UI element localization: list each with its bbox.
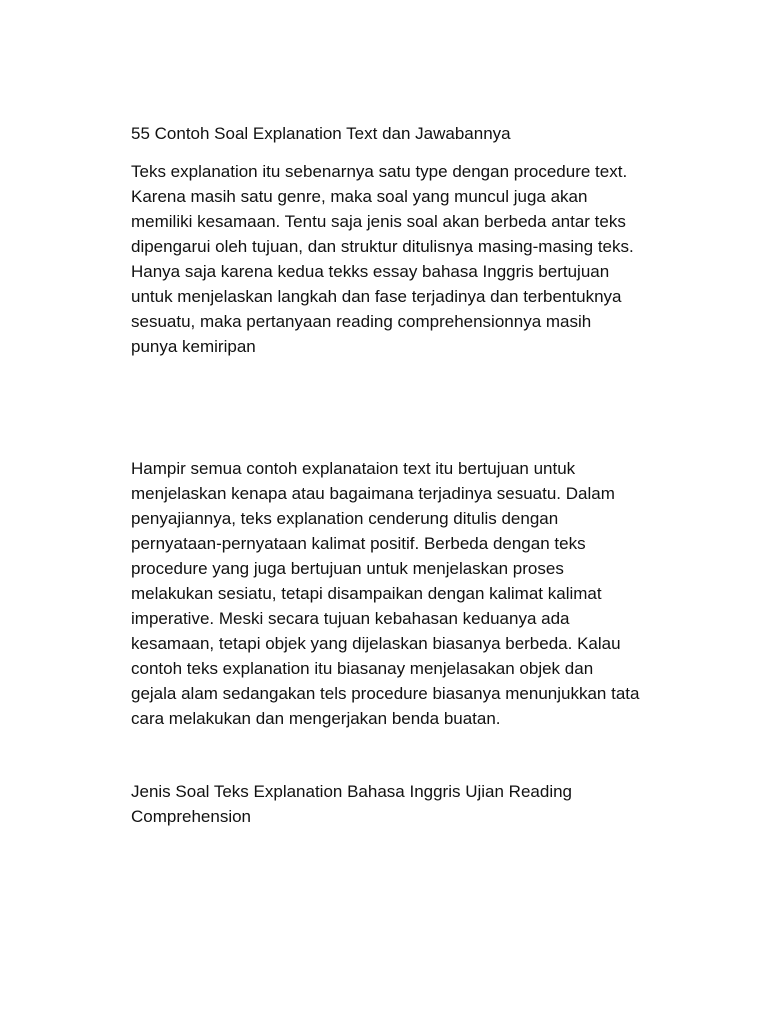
paragraph-explanation: Hampir semua contoh explanataion text itu bertujuan untuk menjelaskan kenapa atau bagaimana terjadinya sesuatu. Dalam penyajiannya, teks explanation cenderung ditulis dengan pernyataan-pernyataan kalimat positif. Berbeda dengan teks procedure yang juga bertujuan untuk menjelaskan proses melakukan sesiatu, tetapi disampaikan dengan kalimat kalimat imperative. Meski secara tujuan kebahasan keduanya ada kesamaan, tetapi objek yang dijelaskan biasanya berbeda. Kalau contoh teks explanation itu biasanay menjelasakan objek dan gejala alam sedangakan tels procedure biasanya menunjukkan tata cara melakukan dan mengerjakan benda buatan. — [131, 459, 640, 728]
document-title: 55 Contoh Soal Explanation Text dan Jawabannya — [131, 124, 511, 143]
section-heading: Jenis Soal Teks Explanation Bahasa Inggris Ujian Reading Comprehension — [131, 782, 573, 826]
paragraph-intro: Teks explanation itu sebenarnya satu type dengan procedure text. Karena masih satu genre, maka soal yang muncul juga akan memiliki kesamaan. Tentu saja jenis soal akan berbeda antar teks dipengarui oleh tujuan, dan struktur ditulisnya masing-masing teks. Hanya saja karena kedua tekks essay bahasa Inggris bertujuan untuk menjelaskan langkah dan fase terjadinya dan terbentuknya sesuatu, maka pertanyaan reading comprehensionnya masih punya kemiripan — [131, 162, 634, 356]
document-page — [131, 121, 641, 829]
